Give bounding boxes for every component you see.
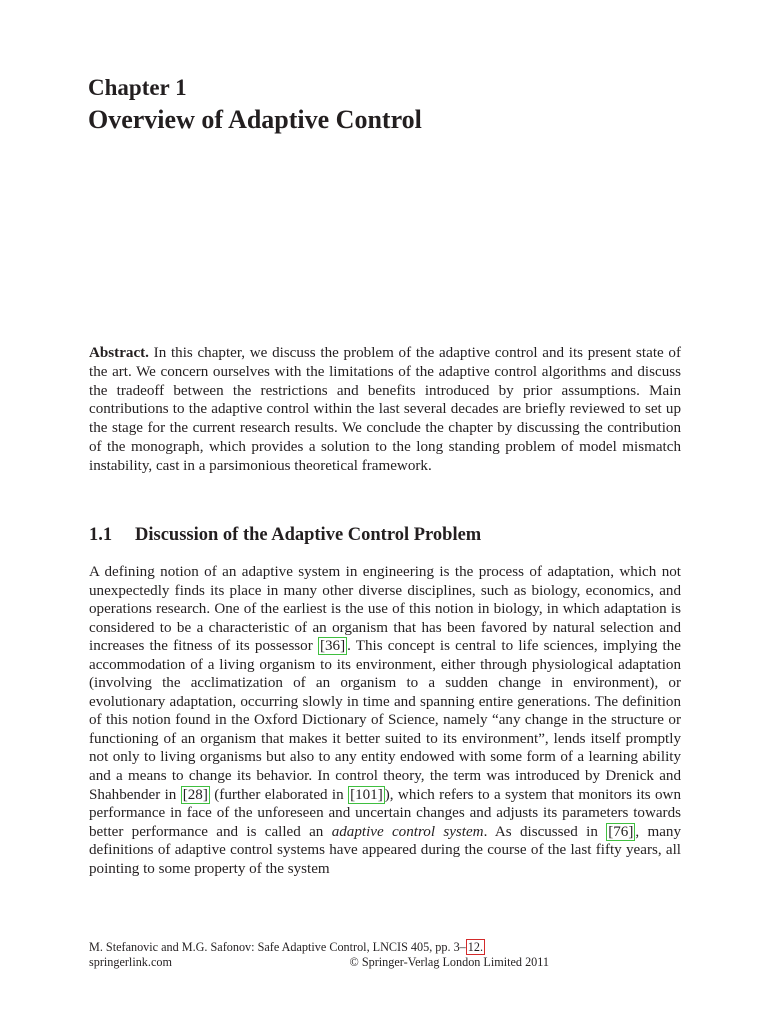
section-title: Discussion of the Adaptive Control Problem [135,525,482,545]
abstract-text: In this chapter, we discuss the problem of the adaptive control and its present state of the art. We concern ourselves with the limitations of the adaptive control algorithms and discuss the tradeoff between the restrictions and benefits introduced by prior assumptions. Main contributions to the adaptive control within the last several decades are briefly reviewed to set up the stage for the current research results. We conclude the chapter by discussing the contribution of the monograph, which provides a solution to the long standing problem of model mismatch instability, cast in a parsimonious theoretical framework. [89,345,681,474]
body-text-1: A defining notion of an adaptive system in engineering is the process of adaptation, which not unexpectedly finds its place in many other diverse disciplines, such as biology, economics, and operations research. One of the earliest is the use of this notion in biology, in which adaptation is considered to be a characteristic of an organism that has been favored by natural selection and increases the fitness of its possessor [89,564,681,655]
body-text-4: ), which refers to a system that monitors its own performance in face of the unforeseen and uncertain changes and adjusts its parameters towards better performance and is called an [89,786,681,840]
chapter-title: Overview of Adaptive Control [88,105,422,134]
section-heading [89,523,481,547]
footer-copyright: © Springer-Verlag London Limited 2011 [349,954,549,969]
abstract-label: Abstract. [89,345,149,361]
citation-link-28[interactable]: [28] [182,786,208,803]
footer-site: springerlink.com [89,954,172,969]
body-text-3: (further elaborated in [214,786,344,803]
footer [89,940,549,970]
body-text-6: , many definitions of adaptive control systems have appeared during the course of the last fifty years, all pointing to some property of the system [89,823,681,877]
section-number: 1.1 [89,525,113,545]
body-text-5: . As discussed in [483,823,598,840]
citation-link-76[interactable]: [76] [608,823,634,840]
page-range-link[interactable]: 12. [467,940,483,954]
footer-citation: M. Stefanovic and M.G. Safonov: Safe Adaptive Control, LNCIS 405, pp. 3– [89,940,466,954]
emphasized-term: adaptive control system [331,823,484,840]
chapter-label: Chapter 1 [88,75,187,100]
footer-publisher-line [89,955,549,970]
body-text-2: . This concept is central to life sciences, implying the accommodation of a living organism to its environment, either through physiological adaptation (involving the acclimatization of an organism to a sudden change in environment), or evolutionary adaptation, occurring slowly in time and spanning entire generations. The definition of this notion found in the Oxford Dictionary of Science, namely “any change in the structure or functioning of an organism that makes it better suited to its environment”, lends itself promptly not only to living organisms but also to any entity endowed with some form of a learning ability and a means to change its behavior. In control theory, the term was introduced by Drenick and Shahbender in [89,638,681,803]
footer-citation-line [89,940,549,955]
abstract [89,344,681,476]
citation-link-101[interactable]: [101] [350,786,383,803]
body-paragraph [89,563,681,878]
citation-link-36[interactable]: [36] [319,638,346,655]
